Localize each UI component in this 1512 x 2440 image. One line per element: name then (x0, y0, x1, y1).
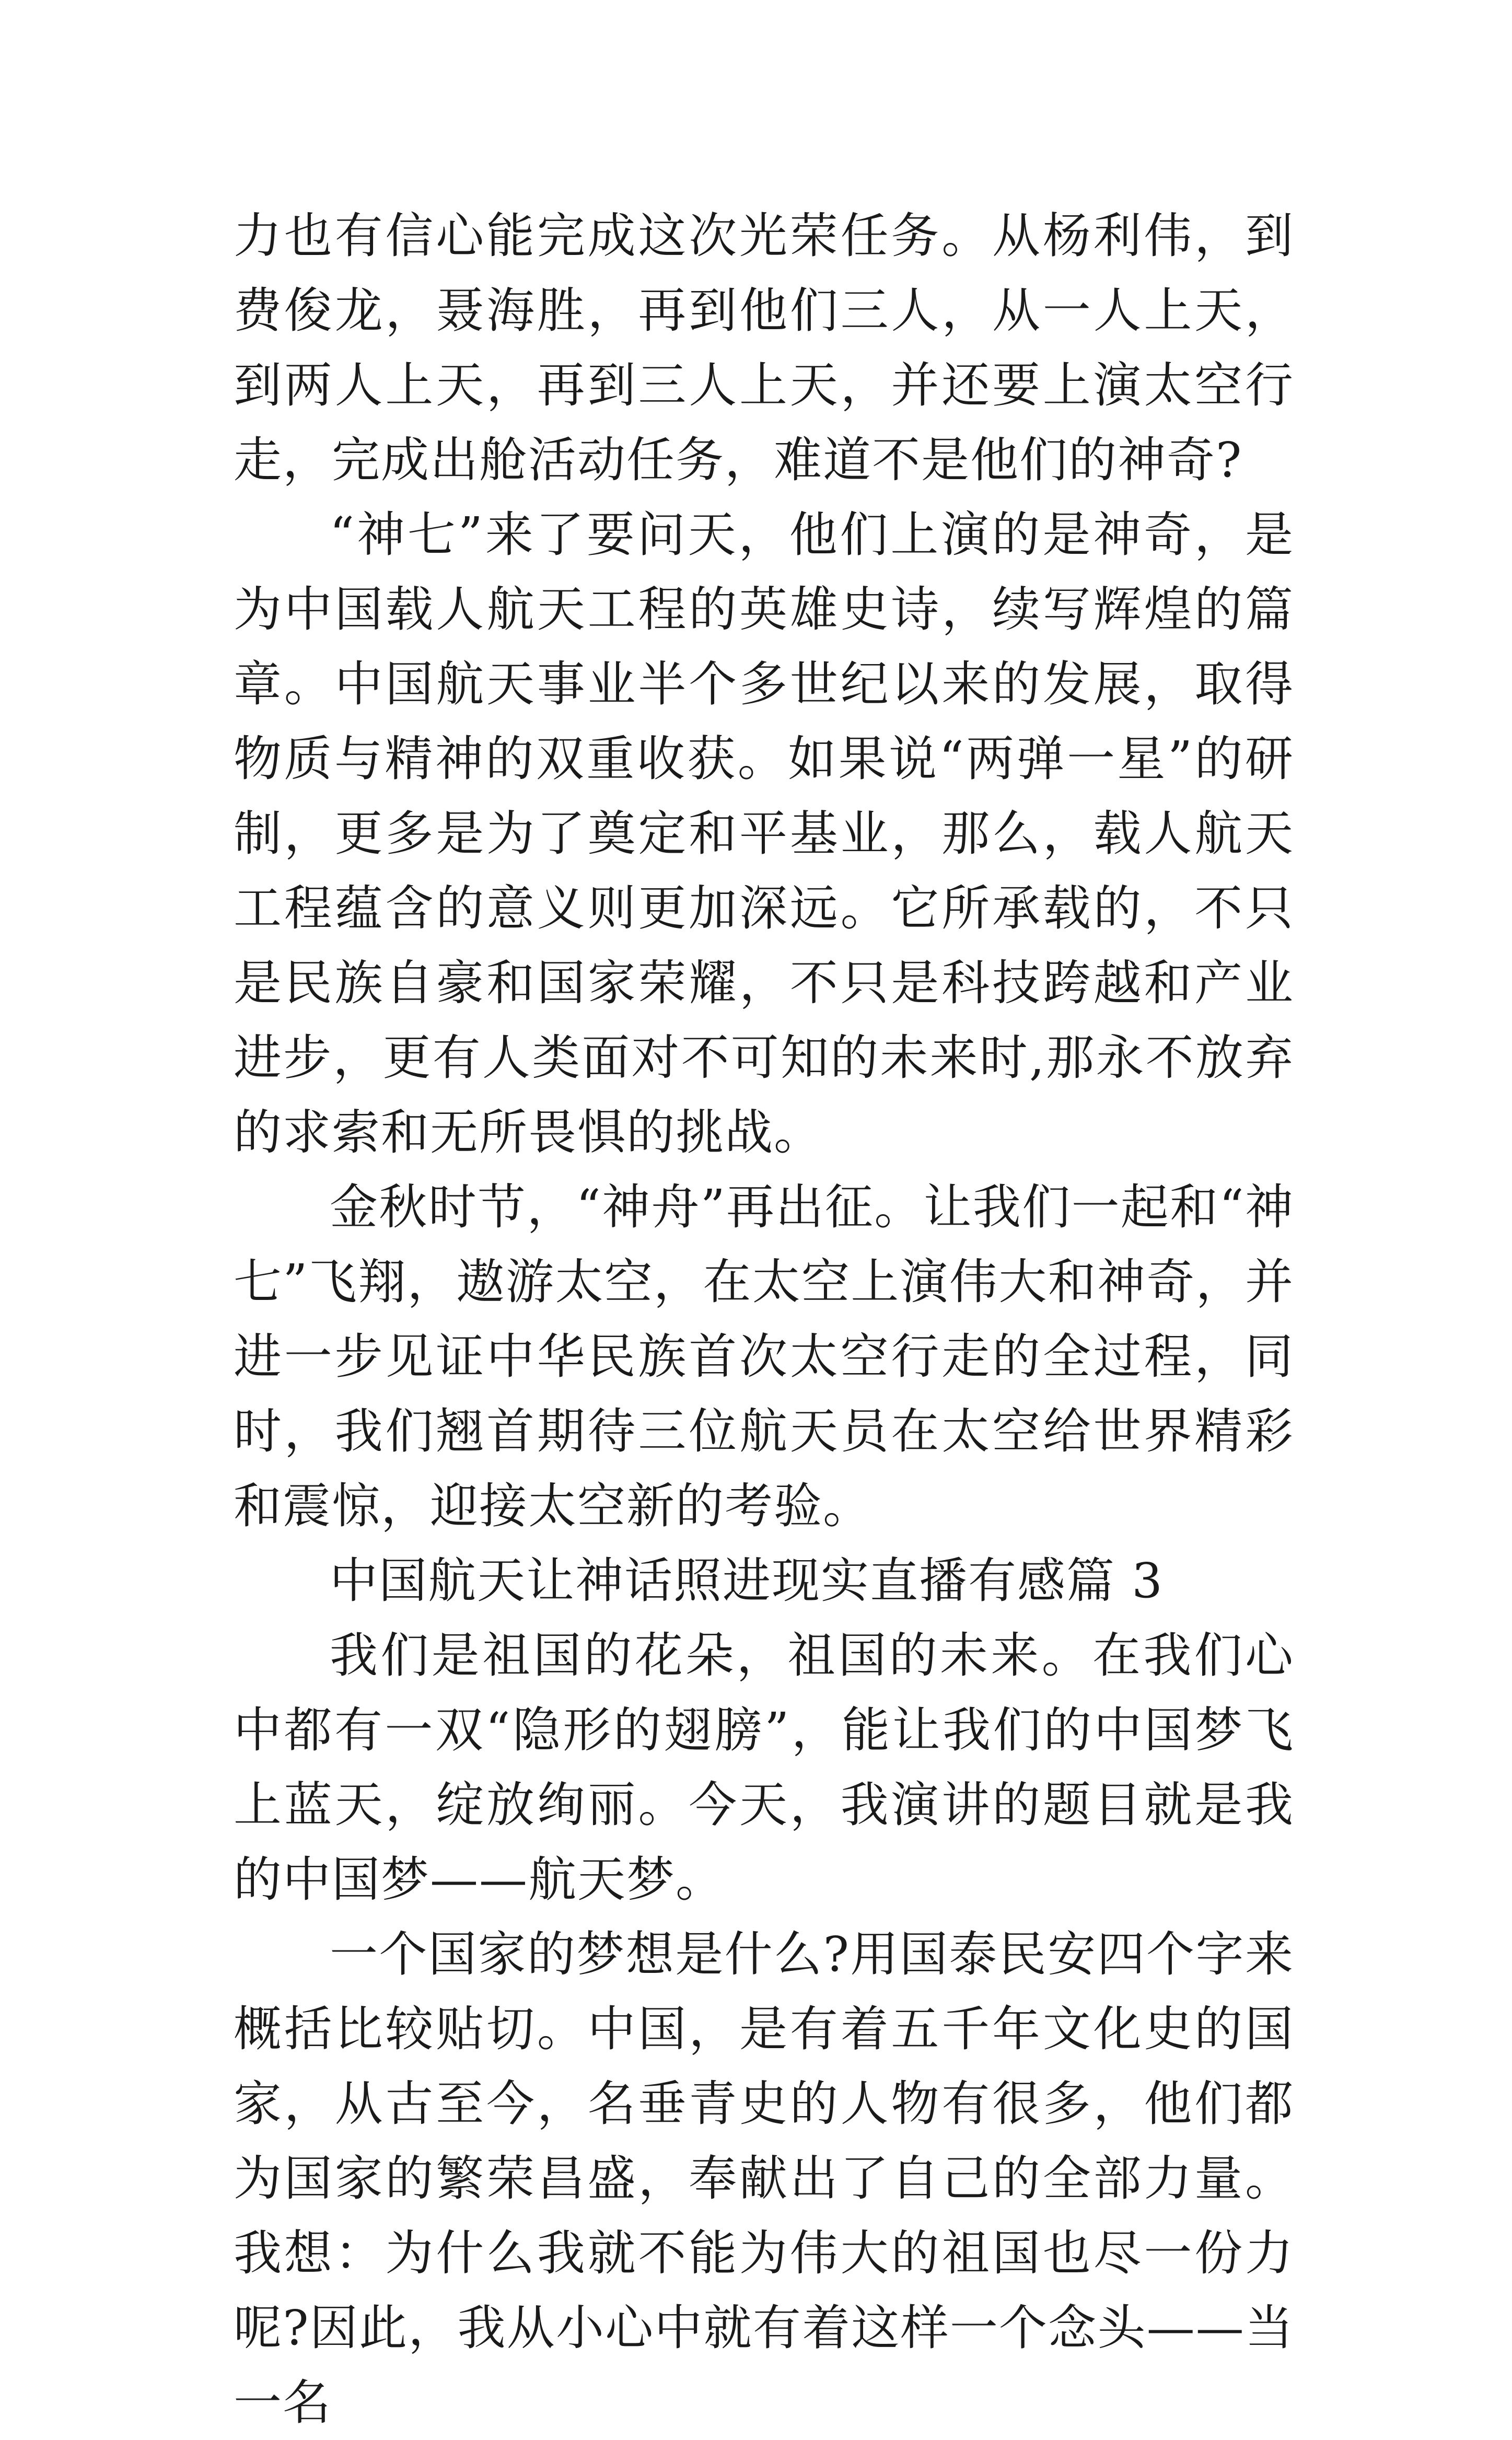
paragraph-guojia-mengxiang: 一个国家的梦想是什么?用国泰民安四个字来概括比较贴切。中国，是有着五千年文化史的国家，从古至今，名垂青史的人物有很多，他们都为国家的繁荣昌盛，奉献出了自己的全部力量。我想：为什么我就不能为伟大的祖国也尽一份力呢?因此，我从小心中就有着这样一个念头——当一名 (234, 1926, 1294, 2431)
section-heading: 中国航天让神话照进现实直播有感篇 3 (330, 1553, 1164, 1609)
paragraph-shenqi-wenti: “神七”来了要问天，他们上演的是神奇，是为中国载人航天工程的英雄史诗，续写辉煌的篇章。中国航天事业半个多世纪以来的发展，取得物质与精神的双重收获。如果说“两弹一星”的研制，更多是为了奠定和平基业，那么，载人航天工程蕴含的意义则更加深远。它所承载的，不只是民族自豪和国家荣耀，不只是科技跨越和产业进步，更有人类面对不可知的未来时,那永不放弃的求索和无所畏惧的挑战。 (234, 507, 1294, 1160)
paragraph-continued: 力也有信心能完成这次光荣任务。从杨利伟，到费俊龙，聂海胜，再到他们三人，从一人上天，到两人上天，再到三人上天，并还要上演太空行走，完成出舱活动任务，难道不是他们的神奇? (234, 208, 1294, 488)
paragraph-jinqiu: 金秋时节，“神舟”再出征。让我们一起和“神七”飞翔，遨游太空，在太空上演伟大和神奇，并进一步见证中华民族首次太空行走的全过程，同时，我们翘首期待三位航天员在太空给世界精彩和震惊，迎接太空新的考验。 (234, 1179, 1294, 1534)
document-body (234, 199, 1294, 2440)
paragraph-huaduo: 我们是祖国的花朵，祖国的未来。在我们心中都有一双“隐形的翅膀”，能让我们的中国梦飞上蓝天，绽放绚丽。今天，我演讲的题目就是我的中国梦——航天梦。 (234, 1628, 1294, 1908)
